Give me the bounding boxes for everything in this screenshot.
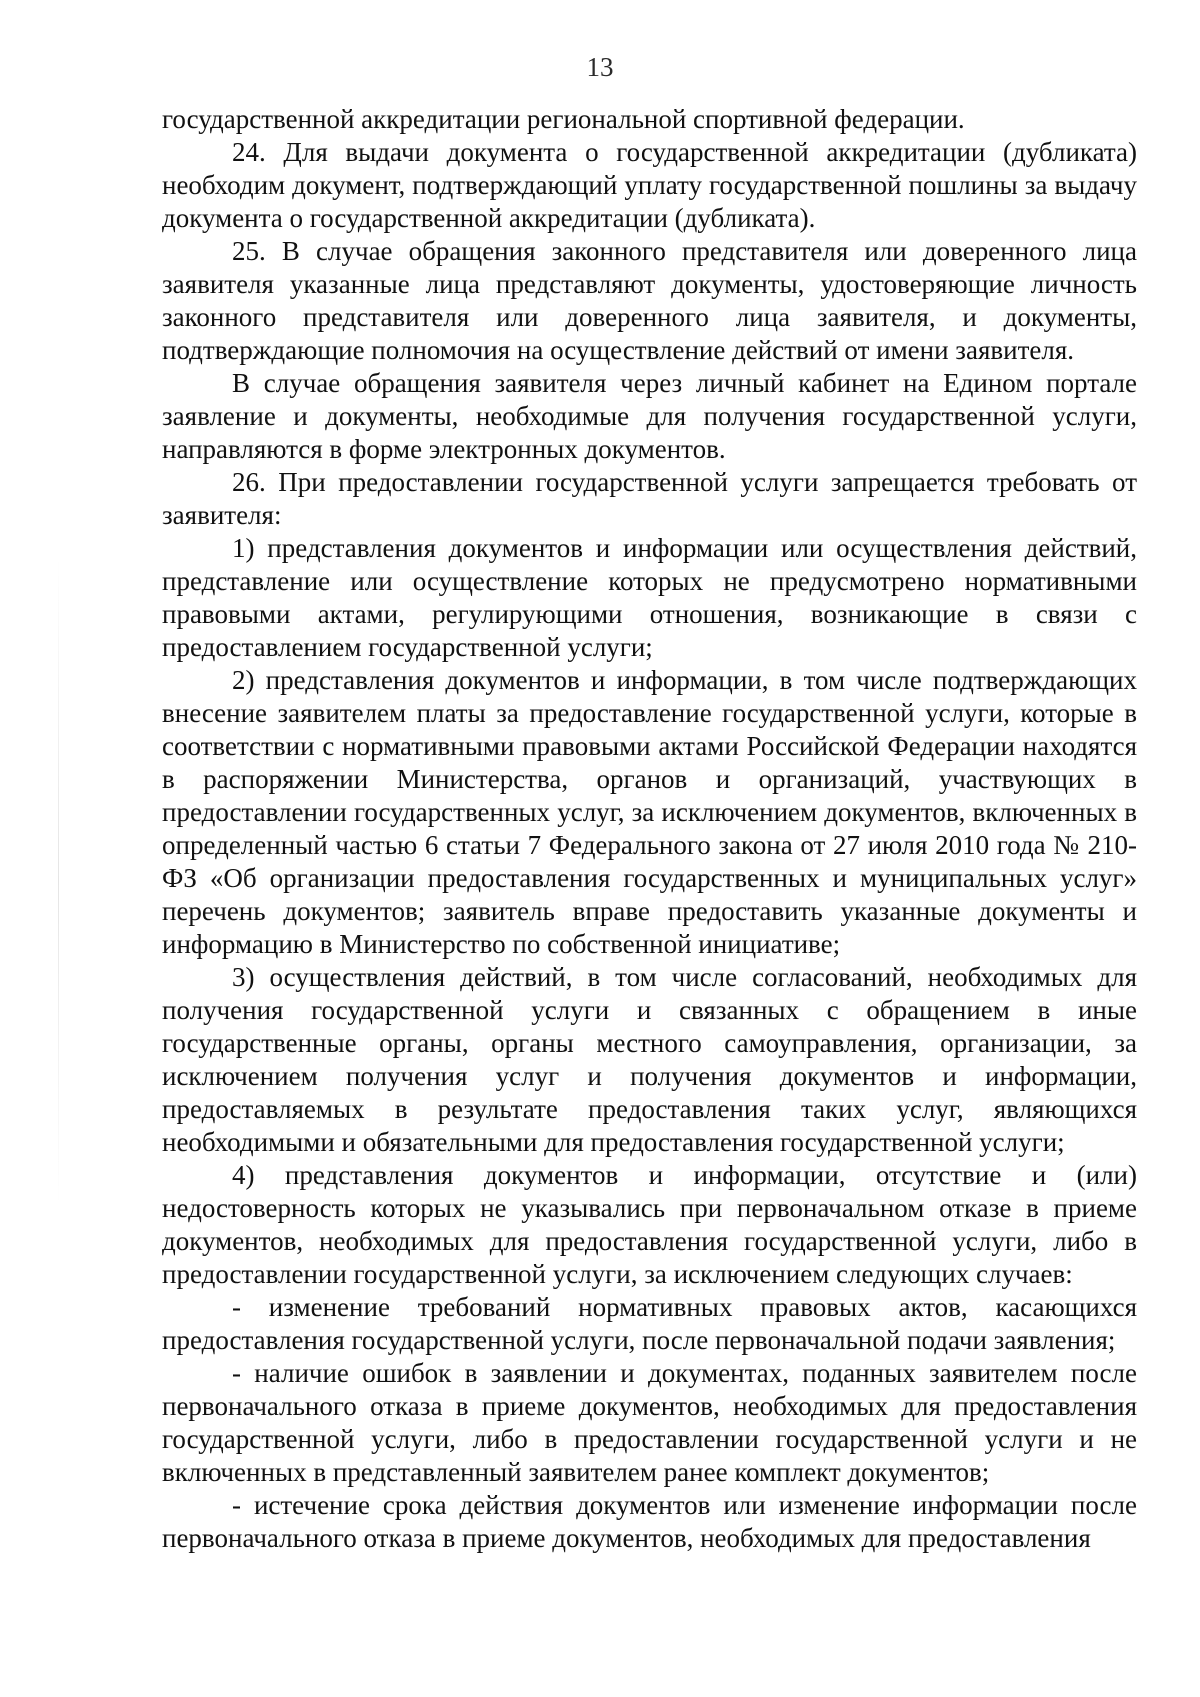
document-body <box>162 103 1137 1555</box>
list-item-3: 3) осуществления действий, в том числе согласований, необходимых для получения государственной услуги и связанных с обращением в иные государственные органы, органы местного самоуправления, организации, за исключением получения услуг и получения документов и информации, предоставляемых в результате предоставления таких услуг, являющихся необходимыми и обязательными для предоставления государственной услуги; <box>162 962 1137 1157</box>
list-item-1: 1) представления документов и информации или осуществления действий, представление или осуществление которых не предусмотрено нормативными правовыми актами, регулирующими отношения, возникающие в связи с предоставлением государственной услуги; <box>162 533 1137 662</box>
bullet-item-1: - изменение требований нормативных правовых актов, касающихся предоставления государственной услуги, после первоначальной подачи заявления; <box>162 1292 1137 1355</box>
bullet-item-2: - наличие ошибок в заявлении и документах, поданных заявителем после первоначального отказа в приеме документов, необходимых для предоставления государственной услуги, либо в предоставлении государственной услуги и не включенных в представленный заявителем ранее комплект документов; <box>162 1358 1137 1487</box>
paragraph-electronic-docs: В случае обращения заявителя через личный кабинет на Едином портале заявление и документы, необходимые для получения государственной услуги, направляются в форме электронных документов. <box>162 368 1137 464</box>
paragraph-25: 25. В случае обращения законного представителя или доверенного лица заявителя указанные лица представляют документы, удостоверяющие личность законного представителя или доверенного лица заявителя, и документы, подтверждающие полномочия на осуществление действий от имени заявителя. <box>162 236 1137 365</box>
list-item-4: 4) представления документов и информации, отсутствие и (или) недостоверность которых не указывались при первоначальном отказе в приеме документов, необходимых для предоставления государственной услуги, либо в предоставлении государственной услуги, за исключением следующих случаев: <box>162 1160 1137 1289</box>
paragraph-continuation: государственной аккредитации региональной спортивной федерации. <box>162 104 965 134</box>
paragraph-26: 26. При предоставлении государственной услуги запрещается требовать от заявителя: <box>162 467 1137 530</box>
page-number: 13 <box>586 52 614 82</box>
paragraph-24: 24. Для выдачи документа о государственной аккредитации (дубликата) необходим документ, подтверждающий уплату государственной пошлины за выдачу документа о государственной аккредитации (дубликата). <box>162 137 1137 233</box>
scan-edge-mark <box>58 556 59 1206</box>
bullet-item-3: - истечение срока действия документов или изменение информации после первоначального отказа в приеме документов, необходимых для предоставления <box>162 1490 1137 1553</box>
list-item-2: 2) представления документов и информации, в том числе подтверждающих внесение заявителем платы за предоставление государственной услуги, которые в соответствии с нормативными правовыми актами Российской Федерации находятся в распоряжении Министерства, органов и организаций, участвующих в предоставлении государственных услуг, за исключением документов, включенных в определенный частью 6 статьи 7 Федерального закона от 27 июля 2010 года № 210-ФЗ «Об организации предоставления государственных и муниципальных услуг» перечень документов; заявитель вправе предоставить указанные документы и информацию в Министерство по собственной инициативе; <box>162 665 1137 959</box>
